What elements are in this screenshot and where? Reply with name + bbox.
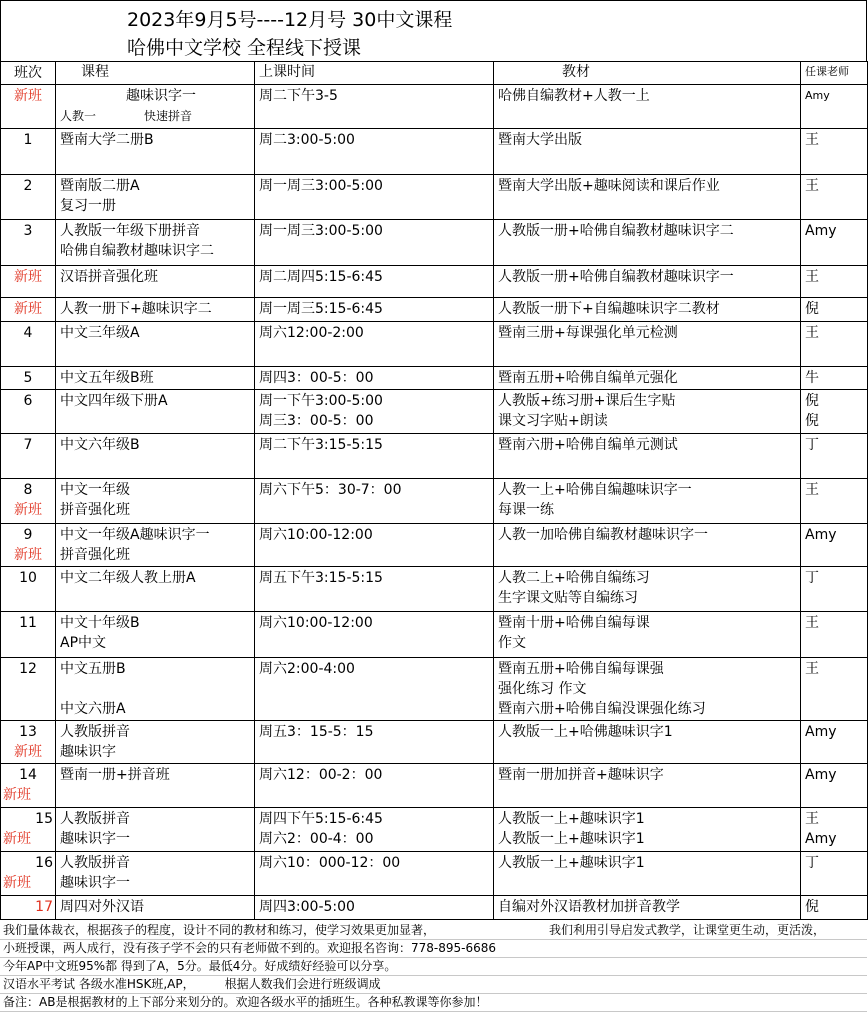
class-number: 3	[23, 223, 33, 239]
header-class-no: 班次	[1, 62, 56, 85]
textbook-cell	[494, 524, 801, 567]
course-line: 中文六册A	[60, 701, 126, 717]
class-number-cell	[1, 721, 56, 764]
textbook-line: 人教版一上+哈佛趣味识字1	[498, 724, 673, 740]
course-cell	[56, 85, 255, 129]
teacher-name: 王	[805, 661, 819, 677]
course-cell	[56, 129, 255, 175]
course-line: 中文二年级人教上册A	[60, 570, 196, 586]
header-textbook: 教材	[494, 62, 801, 85]
textbook-line: 暨南一册加拼音+趣味识字	[498, 767, 664, 783]
teacher-cell	[801, 658, 868, 721]
class-number: 11	[19, 615, 37, 631]
teacher-name: 倪	[805, 393, 819, 409]
textbook-cell	[494, 367, 801, 390]
course-line: 人教一册下+趣味识字二	[60, 301, 212, 317]
textbook-line: 人教二上+哈佛自编练习	[498, 570, 650, 586]
class-number-cell	[1, 658, 56, 721]
textbook-cell	[494, 479, 801, 524]
textbook-cell	[494, 266, 801, 298]
time-cell	[255, 612, 494, 658]
class-number: 新班	[14, 269, 42, 285]
teacher-name: 王	[805, 615, 819, 631]
table-row	[1, 479, 868, 524]
table-row	[1, 721, 868, 764]
footer-note: 小班授课，两人成行，没有孩子学不会的只有老师做不到的。欢迎报名咨询：778-895-6686	[3, 941, 497, 955]
time-cell	[255, 658, 494, 721]
course-line: 中文六年级B	[60, 437, 140, 453]
teacher-name: Amy	[805, 724, 837, 740]
class-number-cell	[1, 524, 56, 567]
textbook-line: 课文习字贴+朗读	[498, 413, 608, 429]
course-line	[60, 679, 250, 699]
class-number-cell	[1, 322, 56, 367]
course-line: 暨南大学二册B	[60, 132, 154, 148]
teacher-cell	[801, 175, 868, 220]
time-cell	[255, 85, 494, 129]
course-cell	[56, 808, 255, 852]
textbook-cell	[494, 298, 801, 322]
time-line: 周五下午3:15-5:15	[259, 570, 383, 586]
class-number-cell	[1, 567, 56, 612]
course-line: 中文十年级B	[60, 615, 140, 631]
textbook-line: 暨南六册+哈佛自编没课强化练习	[498, 701, 706, 717]
textbook-cell	[494, 721, 801, 764]
textbook-cell	[494, 896, 801, 920]
course-cell	[56, 567, 255, 612]
course-cell	[56, 479, 255, 524]
time-line: 周五3：15-5：15	[259, 724, 374, 740]
schedule-table	[0, 61, 868, 920]
course-cell	[56, 390, 255, 434]
course-line: 中文一年级A趣味识字一	[60, 527, 210, 543]
teacher-cell	[801, 721, 868, 764]
textbook-line: 人教版一册+哈佛自编教材趣味识字一	[498, 269, 734, 285]
time-line: 周一周三3:00-5:00	[259, 223, 383, 239]
course-cell	[56, 612, 255, 658]
textbook-line: 人教版+练习册+课后生字贴	[498, 393, 676, 409]
time-line: 周一下午3:00-5:00	[259, 393, 383, 409]
teacher-name: 丁	[805, 855, 819, 871]
time-line: 周六2：00-4：00	[259, 831, 374, 847]
time-line: 周六10:00-12:00	[259, 527, 373, 543]
table-row	[1, 896, 868, 920]
textbook-cell	[494, 175, 801, 220]
textbook-line: 人教一上+哈佛自编趣味识字一	[498, 482, 692, 498]
teacher-name: 王	[805, 132, 819, 148]
table-row	[1, 220, 868, 266]
table-row	[1, 129, 868, 175]
teacher-cell	[801, 524, 868, 567]
class-number: 4	[23, 325, 33, 341]
class-number: 新班	[14, 301, 42, 317]
course-line: 中文一年级	[60, 482, 130, 498]
new-class-badge: 新班	[3, 787, 31, 803]
textbook-cell	[494, 85, 801, 129]
time-line: 周六12:00-2:00	[259, 325, 364, 341]
time-line: 周六2:00-4:00	[259, 661, 355, 677]
textbook-line: 暨南大学出版+趣味阅读和课后作业	[498, 178, 720, 194]
course-cell	[56, 721, 255, 764]
time-line: 周三3：00-5：00	[259, 413, 374, 429]
table-row	[1, 175, 868, 220]
table-row	[1, 764, 868, 808]
teacher-cell	[801, 298, 868, 322]
teacher-cell	[801, 808, 868, 852]
header-course: 课程	[56, 62, 255, 85]
new-class-badge: 新班	[14, 547, 42, 563]
class-number: 10	[19, 570, 37, 586]
class-number: 15	[35, 811, 53, 827]
teacher-cell	[801, 434, 868, 479]
teacher-name: 倪	[805, 899, 819, 915]
textbook-line: 人教一加哈佛自编教材趣味识字一	[498, 527, 708, 543]
textbook-cell	[494, 764, 801, 808]
time-cell	[255, 896, 494, 920]
time-cell	[255, 322, 494, 367]
time-line: 周六10:00-12:00	[259, 615, 373, 631]
table-row	[1, 434, 868, 479]
class-number: 7	[23, 437, 33, 453]
textbook-line: 暨南大学出版	[498, 132, 582, 148]
time-cell	[255, 367, 494, 390]
textbook-line: 人教版一上+趣味识字1	[498, 855, 645, 871]
teacher-name: 倪	[805, 301, 819, 317]
time-line: 周四3:00-5:00	[259, 899, 355, 915]
textbook-line: 人教版一上+趣味识字1	[498, 811, 645, 827]
course-line: 周四对外汉语	[60, 899, 144, 915]
table-header-row	[1, 62, 868, 85]
course-line: 人教版拼音	[60, 855, 130, 871]
class-number: 2	[23, 178, 33, 194]
textbook-cell	[494, 808, 801, 852]
course-line: 中文五册B	[60, 661, 126, 677]
teacher-name: 牛	[805, 370, 819, 386]
course-line: 暨南一册+拼音班	[60, 767, 170, 783]
footer-divider	[0, 1011, 867, 1012]
course-line: 人教版一年级下册拼音	[60, 223, 200, 239]
course-line: AP中文	[60, 635, 107, 651]
class-number: 9	[23, 527, 33, 543]
time-cell	[255, 434, 494, 479]
teacher-cell	[801, 266, 868, 298]
class-number-cell	[1, 808, 56, 852]
course-line: 中文五年级B班	[60, 370, 154, 386]
course-line: 趣味识字一	[60, 875, 130, 891]
course-line: 复习一册	[60, 198, 116, 214]
time-cell	[255, 721, 494, 764]
class-number-cell	[1, 85, 56, 129]
time-cell	[255, 764, 494, 808]
course-cell	[56, 298, 255, 322]
teacher-cell	[801, 220, 868, 266]
class-number: 1	[23, 132, 33, 148]
course-line: 拼音强化班	[60, 547, 130, 563]
course-line: 人教版拼音	[60, 724, 130, 740]
teacher-name: 王	[805, 325, 819, 341]
class-number-cell	[1, 175, 56, 220]
table-row	[1, 266, 868, 298]
class-number-cell	[1, 129, 56, 175]
time-cell	[255, 852, 494, 896]
textbook-cell	[494, 612, 801, 658]
teacher-cell	[801, 367, 868, 390]
course-line: 人教一 快速拼音	[60, 109, 193, 123]
time-cell	[255, 298, 494, 322]
page-title: 2023年9月5号----12月号 30中文课程	[127, 9, 453, 31]
textbook-line: 暨南十册+哈佛自编每课	[498, 615, 650, 631]
textbook-cell	[494, 852, 801, 896]
teacher-cell	[801, 129, 868, 175]
class-number-cell	[1, 479, 56, 524]
class-number: 5	[23, 370, 33, 386]
course-cell	[56, 764, 255, 808]
teacher-cell	[801, 896, 868, 920]
course-cell	[56, 896, 255, 920]
time-line: 周四下午5:15-6:45	[259, 811, 383, 827]
textbook-line: 生字课文贴等自编练习	[498, 590, 638, 606]
class-number: 13	[19, 724, 37, 740]
course-line: 人教版拼音	[60, 811, 130, 827]
time-line: 周二下午3-5	[259, 88, 338, 104]
teacher-name: 丁	[805, 437, 819, 453]
textbook-line: 人教版一册下+自编趣味识字二教材	[498, 301, 720, 317]
time-cell	[255, 479, 494, 524]
time-line: 周四3：00-5：00	[259, 370, 374, 386]
time-line: 周二周四5:15-6:45	[259, 269, 383, 285]
class-number-cell	[1, 434, 56, 479]
course-line: 暨南版二册A	[60, 178, 140, 194]
header-teacher: 任课老师	[801, 62, 868, 85]
teacher-name: Amy	[805, 831, 837, 847]
footer-note: 汉语水平考试 各级水准HSK班,AP， 根据人数我们会进行班级调成	[3, 977, 381, 991]
table-row	[1, 612, 868, 658]
footer-note: 我们量体裁衣，根据孩子的程度，设计不同的教材和练习，使学习效果更加显著， 我们利用引导启发式教学，让课堂更生动，更活泼，	[3, 923, 826, 937]
time-line: 周二3:00-5:00	[259, 132, 355, 148]
new-class-badge: 新班	[14, 744, 42, 760]
title-box	[0, 0, 867, 62]
teacher-cell	[801, 85, 868, 129]
time-line: 周一周三5:15-6:45	[259, 301, 383, 317]
table-row	[1, 390, 868, 434]
course-cell	[56, 434, 255, 479]
new-class-badge: 新班	[3, 875, 31, 891]
textbook-line: 暨南五册+哈佛自编每课强	[498, 661, 664, 677]
table-row	[1, 322, 868, 367]
teacher-name: Amy	[805, 767, 837, 783]
time-line: 周六12：00-2：00	[259, 767, 383, 783]
course-cell	[56, 322, 255, 367]
time-cell	[255, 220, 494, 266]
teacher-cell	[801, 322, 868, 367]
teacher-name: 王	[805, 178, 819, 194]
course-cell	[56, 524, 255, 567]
course-cell	[56, 367, 255, 390]
class-number: 8	[23, 482, 33, 498]
table-row	[1, 658, 868, 721]
class-number-cell	[1, 220, 56, 266]
new-class-badge: 新班	[3, 831, 31, 847]
teacher-cell	[801, 764, 868, 808]
class-number: 17	[35, 899, 53, 915]
textbook-cell	[494, 322, 801, 367]
course-cell	[56, 175, 255, 220]
course-line: 趣味识字一	[126, 88, 196, 104]
class-number: 14	[19, 767, 37, 783]
course-line: 中文四年级下册A	[60, 393, 168, 409]
textbook-line: 人教版一册+哈佛自编教材趣味识字二	[498, 223, 734, 239]
time-line: 周六下午5：30-7：00	[259, 482, 402, 498]
class-number-cell	[1, 266, 56, 298]
course-line: 趣味识字	[60, 744, 116, 760]
table-row	[1, 85, 868, 129]
table-row	[1, 567, 868, 612]
class-number-cell	[1, 852, 56, 896]
textbook-cell	[494, 390, 801, 434]
time-line: 周二下午3:15-5:15	[259, 437, 383, 453]
textbook-line: 哈佛自编教材+人教一上	[498, 88, 650, 104]
header-time: 上课时间	[255, 62, 494, 85]
time-cell	[255, 266, 494, 298]
course-line: 中文三年级A	[60, 325, 140, 341]
class-number: 16	[35, 855, 53, 871]
new-class-badge: 新班	[14, 502, 42, 518]
class-number-cell	[1, 764, 56, 808]
teacher-cell	[801, 390, 868, 434]
time-line: 周一周三3:00-5:00	[259, 178, 383, 194]
footer-note: 今年AP中文班95%都 得到了A，5分。最低4分。好成绩好经验可以分享。	[3, 959, 397, 973]
class-number-cell	[1, 896, 56, 920]
time-cell	[255, 524, 494, 567]
teacher-cell	[801, 612, 868, 658]
teacher-cell	[801, 567, 868, 612]
textbook-line: 暨南五册+哈佛自编单元强化	[498, 370, 678, 386]
class-number-cell	[1, 612, 56, 658]
table-row	[1, 298, 868, 322]
footer-note: 备注：AB是根据教材的上下部分来划分的。欢迎各级水平的插班生。各种私教课等你参加！	[3, 995, 488, 1009]
course-cell	[56, 220, 255, 266]
teacher-name: 倪	[805, 413, 819, 429]
textbook-cell	[494, 434, 801, 479]
teacher-cell	[801, 479, 868, 524]
time-cell	[255, 808, 494, 852]
time-cell	[255, 129, 494, 175]
textbook-cell	[494, 567, 801, 612]
class-number: 新班	[14, 88, 42, 104]
time-line: 周六10：000-12：00	[259, 855, 401, 871]
textbook-line: 暨南六册+哈佛自编单元测试	[498, 437, 678, 453]
table-row	[1, 524, 868, 567]
textbook-line: 暨南三册+每课强化单元检测	[498, 325, 678, 341]
time-cell	[255, 567, 494, 612]
teacher-name: 王	[805, 482, 819, 498]
textbook-cell	[494, 220, 801, 266]
textbook-line: 每课一练	[498, 502, 554, 518]
school-subtitle: 哈佛中文学校 全程线下授课	[127, 37, 362, 59]
teacher-name: Amy	[805, 527, 837, 543]
textbook-line: 人教版一上+趣味识字1	[498, 831, 645, 847]
class-number: 12	[19, 661, 37, 677]
class-number: 6	[23, 393, 33, 409]
time-cell	[255, 390, 494, 434]
teacher-name: 王	[805, 811, 819, 827]
textbook-cell	[494, 129, 801, 175]
table-row	[1, 852, 868, 896]
textbook-line: 自编对外汉语教材加拼音教学	[498, 899, 680, 915]
time-cell	[255, 175, 494, 220]
course-line: 哈佛自编教材趣味识字二	[60, 243, 214, 259]
teacher-name: Amy	[805, 89, 830, 102]
course-line: 汉语拼音强化班	[60, 269, 158, 285]
teacher-name: Amy	[805, 223, 837, 239]
teacher-cell	[801, 852, 868, 896]
course-line: 趣味识字一	[60, 831, 130, 847]
course-cell	[56, 658, 255, 721]
textbook-line: 强化练习 作文	[498, 681, 587, 697]
class-number-cell	[1, 390, 56, 434]
teacher-name: 丁	[805, 570, 819, 586]
course-cell	[56, 852, 255, 896]
teacher-name: 王	[805, 269, 819, 285]
textbook-cell	[494, 658, 801, 721]
textbook-line: 作文	[498, 635, 526, 651]
course-cell	[56, 266, 255, 298]
table-row	[1, 808, 868, 852]
class-number-cell	[1, 298, 56, 322]
class-number-cell	[1, 367, 56, 390]
table-row	[1, 367, 868, 390]
course-line: 拼音强化班	[60, 502, 130, 518]
